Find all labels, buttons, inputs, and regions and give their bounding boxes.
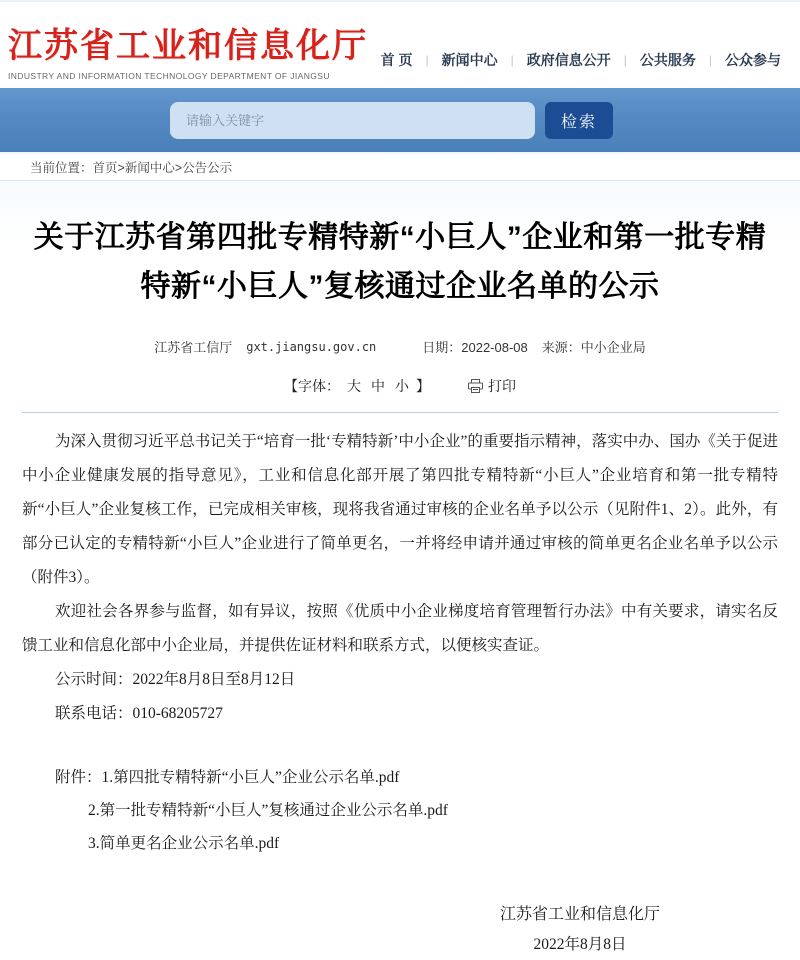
- search-bar: [170, 102, 613, 139]
- font-size-medium-button[interactable]: 中: [371, 378, 385, 394]
- body-paragraph: 为深入贯彻习近平总书记关于“培育一批‘专精特新’中小企业”的重要指示精神，落实中办、国办《关于促进中小企业健康发展的指导意见》，工业和信息化部开展了第四批专精特新“小巨人”企业培育和第一批专精特新“小巨人”企业复核工作，已完成相关审核，现将我省通过审核的企业名单予以公示（见附件1、2）。此外，有部分已认定的专精特新“小巨人”企业进行了简单更名，一并将经申请并通过审核的简单更名企业名单予以公示（附件3）。: [22, 433, 778, 586]
- article-content: [0, 181, 800, 953]
- attachment-line: [88, 794, 778, 827]
- search-button[interactable]: 检索: [545, 102, 613, 139]
- site-header: [0, 0, 800, 88]
- article-origin: 来源：中小企业局: [541, 340, 646, 355]
- main-nav: [368, 50, 794, 70]
- font-size-small-button[interactable]: 小: [395, 378, 409, 394]
- font-size-large-button[interactable]: 大: [347, 378, 361, 394]
- nav-item-public-participation[interactable]: 公众参与: [725, 52, 781, 68]
- page-title: 关于江苏省第四批专精特新“小巨人”企业和第一批专精特新“小巨人”复核通过企业名单的公示: [33, 221, 767, 303]
- print-button[interactable]: [468, 376, 516, 396]
- attachments-label: 附件：: [55, 769, 102, 786]
- signature-date: 2022年8月8日: [533, 936, 627, 953]
- article-source-site: gxt.jiangsu.gov.cn: [246, 339, 377, 354]
- article-date: 日期：2022-08-08: [422, 340, 528, 355]
- article-source-org: 江苏省工信厅: [154, 340, 233, 355]
- signature-org: 江苏省工业和信息化厅: [499, 906, 660, 923]
- article-body: [22, 425, 778, 953]
- contact-phone-line: 联系电话：010-68205727: [55, 705, 223, 722]
- breadcrumb-bar: [0, 152, 800, 181]
- font-size-suffix: 】: [416, 378, 430, 394]
- site-logo: [8, 18, 368, 81]
- nav-item-home[interactable]: 首 页: [380, 52, 413, 68]
- breadcrumb[interactable]: 首页>新闻中心>公告公示: [92, 161, 233, 175]
- publicity-period-line: 公示时间：2022年8月8日至8月12日: [55, 671, 296, 688]
- attachment-line: [22, 761, 778, 794]
- nav-separator: |: [623, 53, 627, 67]
- nav-item-public-service[interactable]: 公共服务: [639, 52, 696, 68]
- attachments-block: [22, 761, 778, 860]
- site-logo-title: 江苏省工业和信息化厅: [8, 27, 368, 65]
- attachment-link-3[interactable]: 3.简单更名企业公示名单.pdf: [88, 835, 280, 852]
- breadcrumb-label: 当前位置：: [30, 161, 93, 175]
- signature-block: [500, 900, 660, 960]
- nav-item-news[interactable]: 新闻中心: [441, 52, 498, 68]
- attachment-link-2[interactable]: 2.第一批专精特新“小巨人”复核通过企业公示名单.pdf: [88, 802, 448, 819]
- print-label: 打印: [488, 378, 516, 394]
- font-size-prefix: 【字体：: [284, 378, 340, 394]
- nav-separator: |: [510, 53, 514, 67]
- body-paragraph: 欢迎社会各界参与监督，如有异议，按照《优质中小企业梯度培育管理暂行办法》中有关要求，请实名反馈工业和信息化部中小企业局，并提供佐证材料和联系方式，以便核实查证。: [22, 603, 778, 654]
- title-body-divider: [22, 412, 778, 413]
- nav-item-gov-info[interactable]: 政府信息公开: [526, 52, 611, 68]
- search-banner: [0, 88, 800, 152]
- attachment-link-1[interactable]: 1.第四批专精特新“小巨人”企业公示名单.pdf: [101, 769, 400, 786]
- nav-separator: |: [708, 53, 712, 67]
- nav-separator: |: [425, 53, 429, 67]
- site-logo-subtitle: INDUSTRY AND INFORMATION TECHNOLOGY DEPARTMENT OF JIANGSU: [8, 71, 330, 81]
- printer-icon: [468, 379, 483, 393]
- search-input[interactable]: [170, 102, 535, 139]
- article-meta: [22, 337, 778, 356]
- attachment-line: [88, 827, 778, 860]
- font-print-controls: [22, 376, 778, 396]
